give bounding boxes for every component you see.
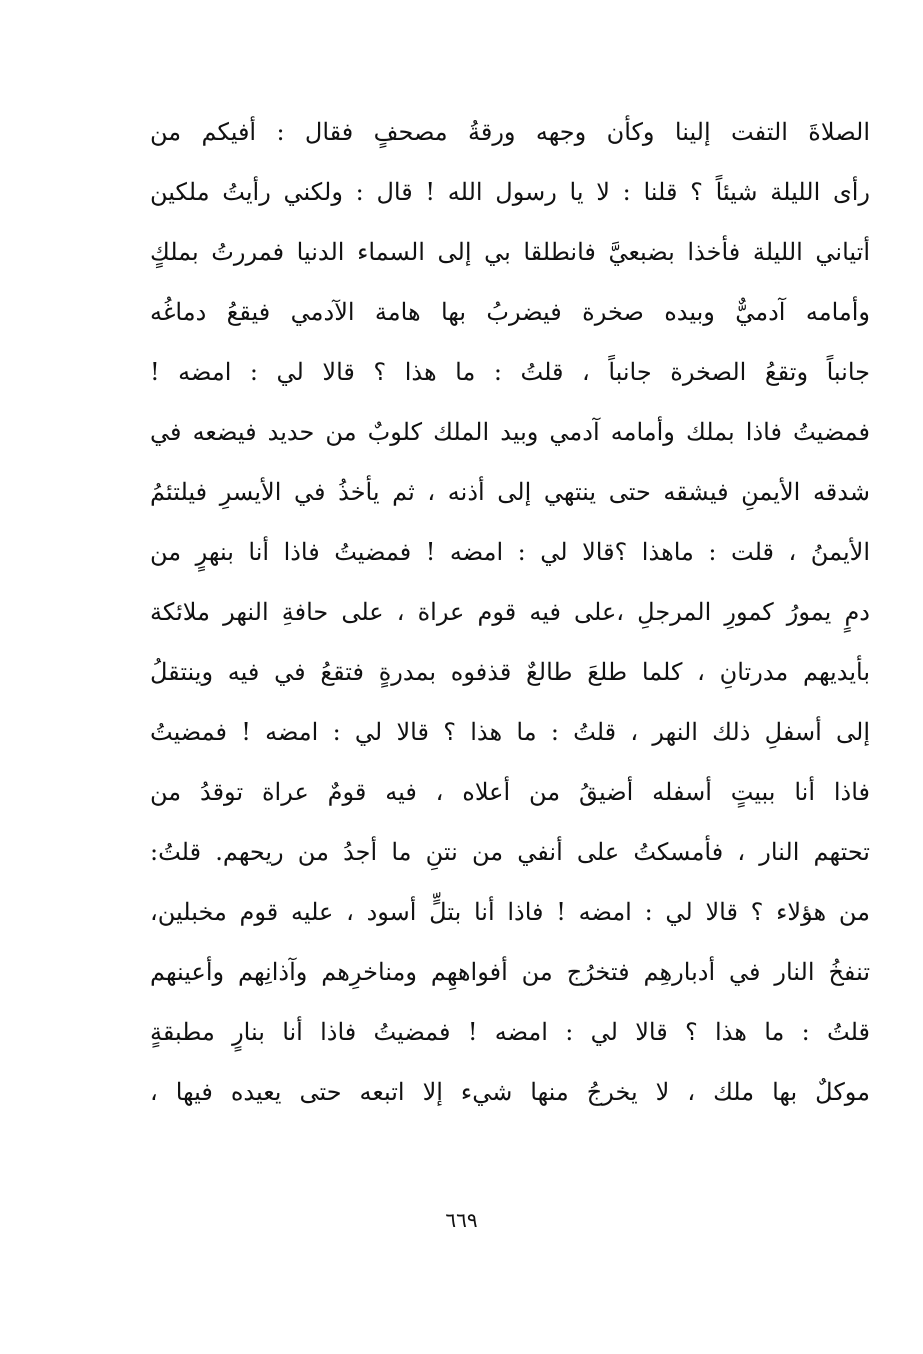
text-line: شدقه الأيمنِ فيشقه حتى ينتهي إلى أذنه ، ثم يأخذُ في الأيسرِ فيلتئمُ bbox=[150, 478, 870, 506]
text-line: موكلٌ بها ملك ، لا يخرجُ منها شيء إلا اتبعه حتى يعيده فيها ، bbox=[150, 1078, 870, 1106]
text-line: فمضيتُ فاذا بملك وأمامه آدمي وبيد الملك كلوبٌ من حديد فيضعه في bbox=[150, 418, 870, 446]
text-line: رأى الليلة شيئاً ؟ قلنا : لا يا رسول الله ! قال : ولكني رأيتُ ملكين bbox=[150, 178, 870, 206]
text-line: قلتُ : ما هذا ؟ قالا لي : امضه ! فمضيتُ فاذا أنا بنارٍ مطبقةٍ bbox=[150, 1018, 870, 1046]
text-line: جانباً وتقعُ الصخرة جانباً ، قلتُ : ما هذا ؟ قالا لي : امضه ! bbox=[150, 358, 870, 386]
text-line: الصلاةَ التفت إلينا وكأن وجهه ورقةُ مصحفٍ فقال : أفيكم من bbox=[150, 118, 870, 146]
text-line: من هؤلاء ؟ قالا لي : امضه ! فاذا أنا بتلٍّ أسود ، عليه قوم مخبلين، bbox=[150, 898, 870, 926]
text-line: الأيمنُ ، قلت : ماهذا ؟قالا لي : امضه ! فمضيتُ فاذا أنا بنهرٍ من bbox=[150, 538, 870, 566]
page-number: ٦٦٩ bbox=[445, 1208, 478, 1232]
text-line: وأمامه آدميٌّ وبيده صخرة فيضربُ بها هامة الآدمي فيقعُ دماغُه bbox=[150, 298, 870, 326]
text-line: بأيديهم مدرتانِ ، كلما طلعَ طالعٌ قذفوه بمدرةٍ فتقعُ في فيه وينتقلُ bbox=[150, 658, 870, 686]
text-line: تنفخُ النار في أدبارهِم فتخرُج من أفواههِم ومناخرِهم وآذانِهم وأعينهم bbox=[150, 958, 870, 986]
text-line: تحتهم النار ، فأمسكتُ على أنفي من نتنِ ما أجدُ من ريحهم. قلتُ: bbox=[150, 838, 870, 866]
text-line: إلى أسفلِ ذلك النهر ، قلتُ : ما هذا ؟ قالا لي : امضه ! فمضيتُ bbox=[150, 718, 870, 746]
body-text bbox=[150, 102, 870, 1122]
text-line: فاذا أنا ببيتٍ أسفله أضيقُ من أعلاه ، فيه قومٌ عراة توقدُ من bbox=[150, 778, 870, 806]
text-line: دمٍ يمورُ كمورِ المرجلِ ،على فيه قوم عراة ، على حافةِ النهر ملائكة bbox=[150, 598, 870, 626]
text-line: أتياني الليلة فأخذا بضبعيَّ فانطلقا بي إلى السماء الدنيا فمررتُ بملكٍ bbox=[150, 238, 870, 266]
